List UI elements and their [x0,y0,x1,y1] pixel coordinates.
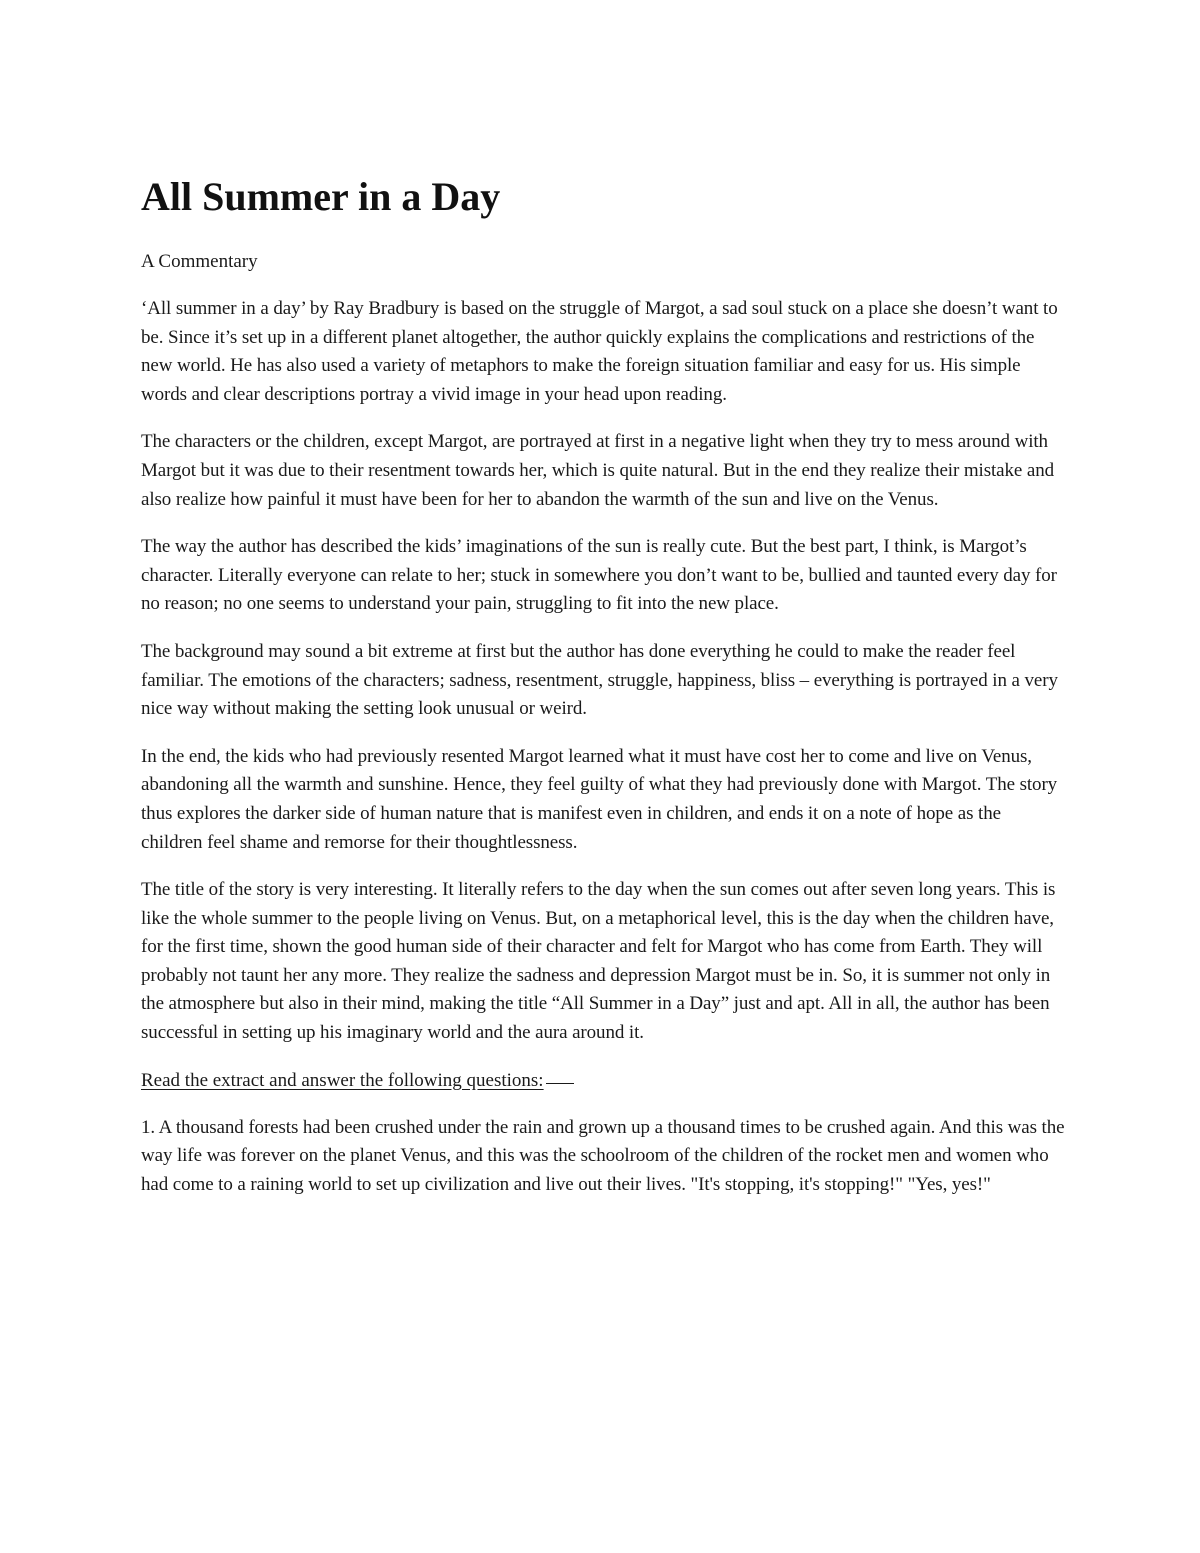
paragraph-2: The characters or the children, except Margot, are portrayed at first in a negative light when they try to mess around with Margot but it was due to their resentment towards her, which is quite natural. But in the end they realize their mistake and also realize how painful it must have been for her to abandon the warmth of the sun and live on the Venus. [141,431,1055,510]
paragraph-5: In the end, the kids who had previously resented Margot learned what it must have cost her to come and live on Venus, abandoning all the warmth and sunshine. Hence, they feel guilty of what they had previously done with Margot. The story thus explores the darker side of human nature that is manifest even in children, and ends it on a note of hope as the children feel shame and remorse for their thoughtlessness. [141,745,1058,853]
question-1: 1. A thousand forests had been crushed under the rain and grown up a thousand times to be crushed again. And this was the way life was forever on the planet Venus, and this was the schoolroom of the children of the rocket men and women who had come to a raining world to set up civilization and live out their lives. "It's stopping, it's stopping!" "Yes, yes!" [141,1116,1065,1195]
paragraph-1: ‘All summer in a day’ by Ray Bradbury is based on the struggle of Margot, a sad soul stuck on a place she doesn’t want to be. Since it’s set up in a different planet altogether, the author quickly explains the complications and restrictions of the new world. He has also used a variety of metaphors to make the foreign situation familiar and easy for us. His simple words and clear descriptions portray a vivid image in your head upon reading. [141,298,1058,405]
paragraph-3: The way the author has described the kids’ imaginations of the sun is really cute. But the best part, I think, is Margot’s character. Literally everyone can relate to her; stuck in somewhere you don’t want to be, bullied and taunted every day for no reason; no one seems to understand your pain, struggling to fit into the new place. [141,536,1057,615]
document-subtitle: A Commentary [141,251,258,272]
document-title: All Summer in a Day [141,174,501,219]
heading-underline-tail [546,1082,574,1084]
document-page [141,172,1066,1218]
paragraph-6: The title of the story is very interesting. It literally refers to the day when the sun comes out after seven long years. This is like the whole summer to the people living on Venus. But, on a metaphorical level, this is the day when the children have, for the first time, shown the good human side of their character and felt for Margot who has come from Earth. They will probably not taunt her any more. They realize the sadness and depression Margot must be in. So, it is summer not only in the atmosphere but also in their mind, making the title “All Summer in a Day” just and apt. All in all, the author has been successful in setting up his imaginary world and the aura around it. [141,879,1056,1044]
paragraph-4: The background may sound a bit extreme at first but the author has done everything he could to make the reader feel familiar. The emotions of the characters; sadness, resentment, struggle, happiness, bliss – everything is portrayed in a very nice way without making the setting look unusual or weird. [141,640,1058,720]
questions-heading [141,1067,1066,1095]
questions-heading-text: Read the extract and answer the following questions: [141,1069,544,1091]
